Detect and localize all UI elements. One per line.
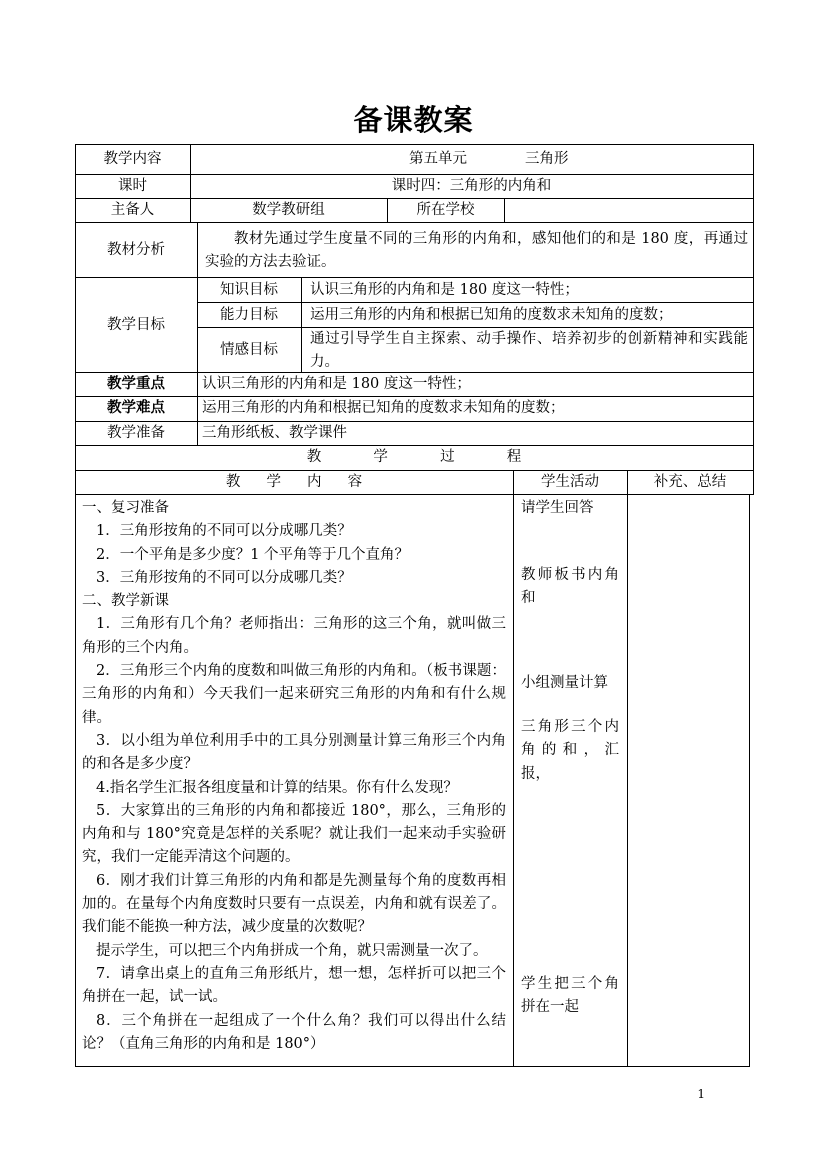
student-activity-5 bbox=[521, 973, 619, 1020]
student-activity-text: 请学生回答 bbox=[521, 500, 594, 516]
col-notes-header: 补充、总结 bbox=[653, 474, 727, 490]
goal-label-knowledge: 知识目标 bbox=[220, 282, 278, 298]
key-point-label: 教学重点 bbox=[107, 375, 165, 392]
student-activity-text: 小组测量计算 bbox=[521, 675, 608, 691]
content-paragraph: 5．大家算出的三角形的内角和都接近 180°，那么，三角形的内角和与 180°究竟是怎样的关系呢？就让我们一起来动手实验研究，我们一定能弄清这个问题的。 bbox=[82, 802, 506, 866]
preparation-label: 教学准备 bbox=[107, 425, 165, 441]
unit-label: 第五单元 bbox=[409, 151, 467, 167]
goal-text-knowledge: 认识三角形的内角和是 180 度这一特性； bbox=[310, 282, 579, 298]
lesson-label: 课时 bbox=[118, 178, 147, 194]
content-paragraph: 1．三角形有几个角？老师指出：三角形的这三个角，就叫做三角形的三个内角。 bbox=[82, 616, 506, 656]
student-activity-3 bbox=[521, 672, 619, 695]
analysis-label: 教材分析 bbox=[107, 242, 165, 258]
content-paragraph: 一、复习准备 bbox=[82, 500, 169, 516]
lesson-value: 课时四：三角形的内角和 bbox=[391, 178, 552, 194]
goals-label: 教学目标 bbox=[107, 317, 165, 333]
preparer-label: 主备人 bbox=[110, 202, 155, 218]
goal-label-ability: 能力目标 bbox=[220, 307, 278, 323]
student-activity-1 bbox=[521, 497, 619, 520]
content-paragraph: 8．三个角拼在一起组成了一个什么角？我们可以得出什么结论？（直角三角形的内角和是 180°） bbox=[82, 1012, 506, 1052]
content-paragraph: 6．刚才我们计算三角形的内角和都是先测量每个角的度数再相加的。在量每个内角度数时只要有一点误差，内角和就有误差了。我们能不能换一种方法，减少度量的次数呢？ bbox=[82, 872, 506, 936]
preparer-value: 数学教研组 bbox=[252, 202, 325, 218]
key-point-text: 认识三角形的内角和是 180 度这一特性； bbox=[202, 376, 471, 392]
student-activity-2 bbox=[521, 564, 619, 611]
content-paragraph: 2．一个平角是多少度？1 个平角等于几个直角？ bbox=[96, 546, 410, 563]
content-paragraph: 2．三角形三个内角的度数和叫做三角形的内角和。（板书课题：三角形的内角和）今天我们一起来研究三角形的内角和有什么规律。 bbox=[82, 663, 506, 726]
content-paragraph: 7．请拿出桌上的直角三角形纸片，想一想，怎样折可以把三个角拼在一起，试一试。 bbox=[82, 965, 506, 1006]
student-activity-text: 三角形三个内角的和，汇报， bbox=[521, 719, 619, 782]
page-title: 备课教案 bbox=[353, 103, 474, 137]
col-student-header: 学生活动 bbox=[541, 474, 599, 490]
content-paragraph: 二、教学新课 bbox=[82, 593, 169, 610]
goal-text-ability: 运用三角形的内角和根据已知角的度数求未知角的度数； bbox=[310, 307, 673, 323]
student-activity-text: 教师板书内角和 bbox=[521, 567, 619, 607]
goal-label-emotion: 情感目标 bbox=[220, 342, 278, 358]
analysis-text: 教材先通过学生度量不同的三角形的内角和，感知他们的和是 180 度，再通过实验的方法去验证。 bbox=[205, 231, 748, 271]
process-label: 教学过程 bbox=[306, 449, 574, 465]
content-paragraph: 3．以小组为单位利用手中的工具分别测量计算三角形三个内角的和各是多少度？ bbox=[82, 732, 506, 773]
preparation-text: 三角形纸板、教学课件 bbox=[202, 425, 347, 441]
student-activity-text: 学生把三个角拼在一起 bbox=[521, 976, 619, 1016]
difficulty-label: 教学难点 bbox=[107, 399, 165, 416]
content-paragraph: 4.指名学生汇报各组度量和计算的结果。你有什么发现？ bbox=[96, 779, 458, 796]
school-label: 所在学校 bbox=[416, 202, 475, 218]
difficulty-text: 运用三角形的内角和根据已知角的度数求未知角的度数； bbox=[202, 400, 565, 416]
page-number: 1 bbox=[697, 1087, 705, 1101]
content-paragraph: 3．三角形按角的不同可以分成哪几类？ bbox=[96, 569, 352, 586]
content-label: 教学内容 bbox=[103, 151, 162, 167]
content-paragraph: 1．三角形按角的不同可以分成哪几类？ bbox=[96, 523, 352, 540]
col-content-header: 教学内容 bbox=[225, 474, 389, 490]
content-paragraph: 提示学生，可以把三个内角拼成一个角，就只需测量一次了。 bbox=[96, 942, 488, 959]
goal-text-emotion: 通过引导学生自主探索、动手操作、培养初步的创新精神和实践能力。 bbox=[310, 331, 748, 371]
student-activity-4 bbox=[521, 716, 619, 786]
unit-topic: 三角形 bbox=[525, 151, 569, 167]
process-content bbox=[82, 497, 506, 1056]
